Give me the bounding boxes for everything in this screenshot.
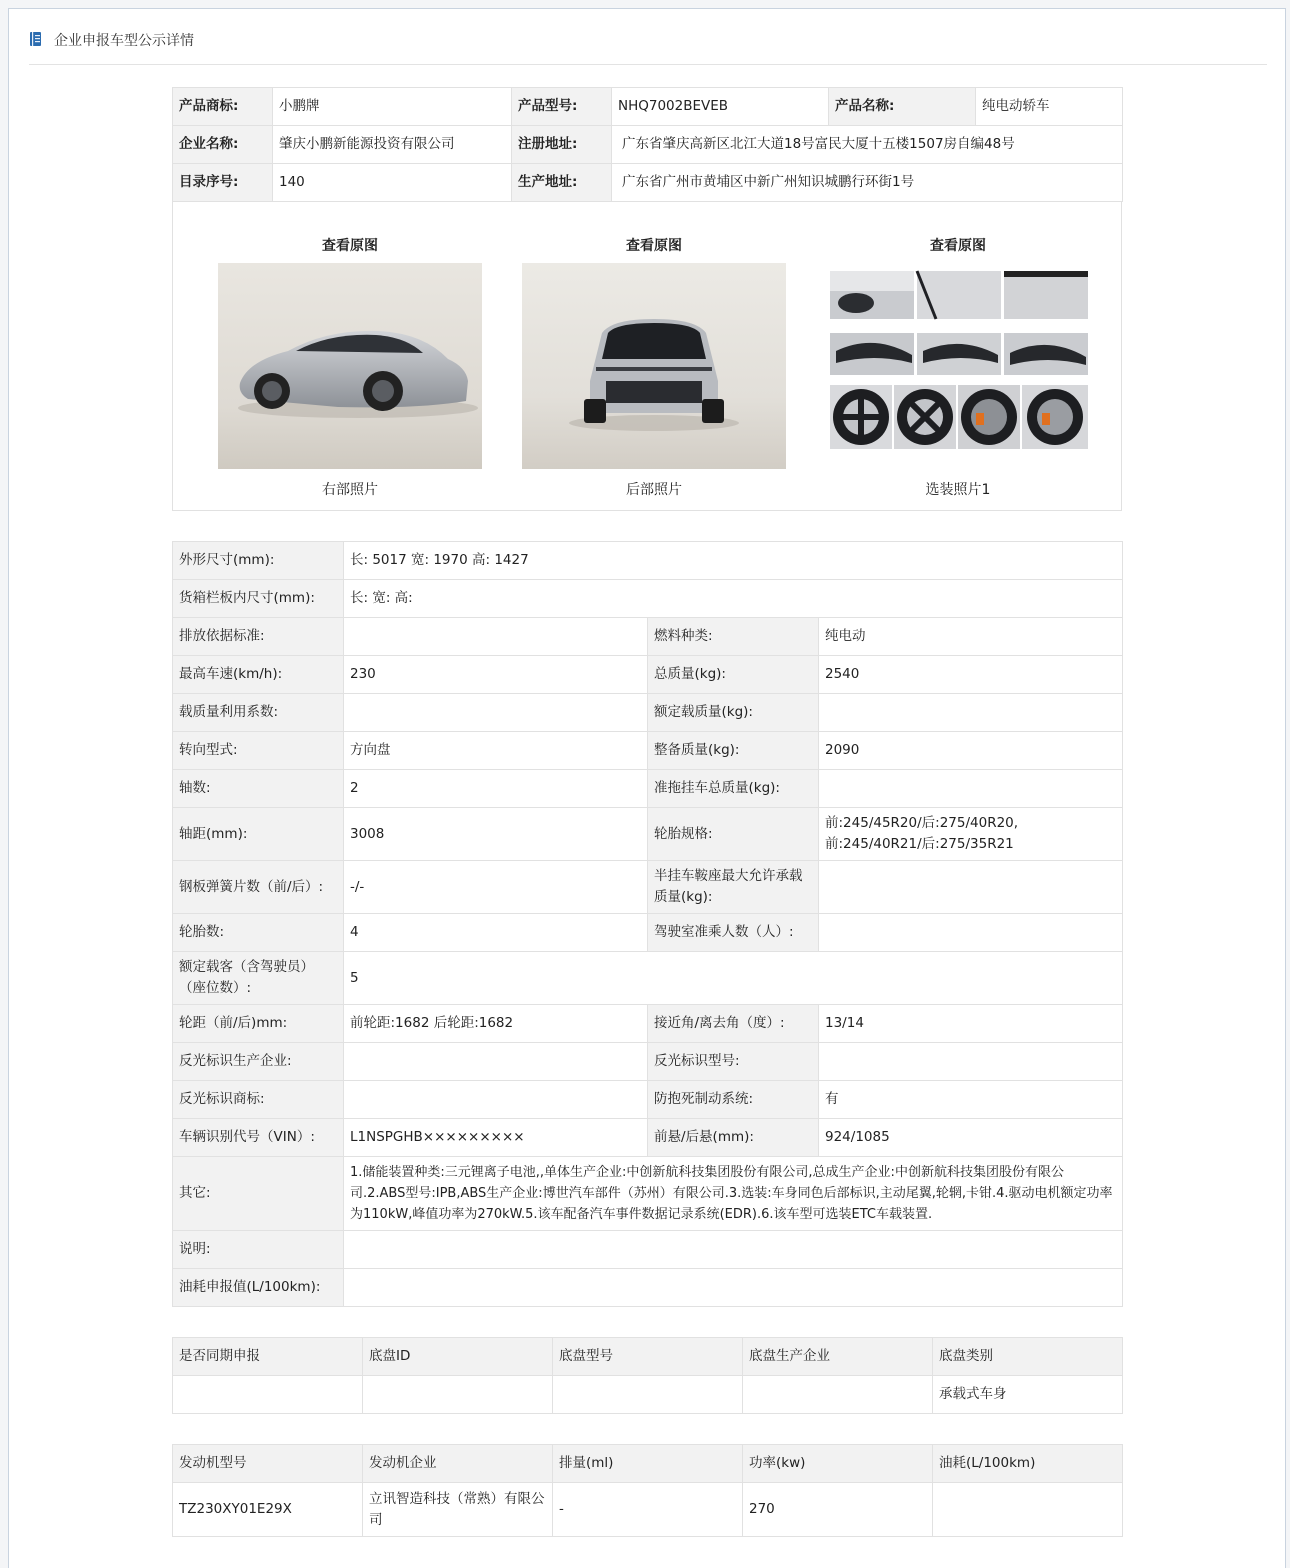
chassis-cell bbox=[743, 1376, 933, 1414]
engine-header: 功率(kw) bbox=[743, 1445, 933, 1483]
chassis-header: 底盘型号 bbox=[553, 1338, 743, 1376]
fuel-consumption-value bbox=[344, 1269, 1123, 1307]
engine-cell bbox=[933, 1483, 1123, 1537]
chassis-table bbox=[172, 1337, 1123, 1414]
reflector-company-label: 反光标识生产企业: bbox=[173, 1043, 344, 1081]
photo-caption: 后部照片 bbox=[626, 482, 682, 498]
chassis-header: 是否同期申报 bbox=[173, 1338, 363, 1376]
chassis-cell bbox=[363, 1376, 553, 1414]
rated-load-label: 额定载质量(kg): bbox=[648, 694, 819, 732]
axles-label: 轴数: bbox=[173, 770, 344, 808]
reflector-model-value bbox=[819, 1043, 1123, 1081]
right-side-photo[interactable] bbox=[218, 263, 482, 469]
chassis-header: 底盘ID bbox=[363, 1338, 553, 1376]
reflector-brand-value bbox=[344, 1081, 648, 1119]
speed-label: 最高车速(km/h): bbox=[173, 656, 344, 694]
trailer-label: 准拖挂车总质量(kg): bbox=[648, 770, 819, 808]
company-value: 肇庆小鹏新能源投资有限公司 bbox=[273, 126, 512, 164]
curb-label: 整备质量(kg): bbox=[648, 732, 819, 770]
spring-value: -/- bbox=[344, 861, 648, 914]
tires-label: 轮胎数: bbox=[173, 914, 344, 952]
reflector-company-value bbox=[344, 1043, 648, 1081]
name-label: 产品名称: bbox=[829, 88, 976, 126]
tire-label: 轮胎规格: bbox=[648, 808, 819, 861]
wheelbase-value: 3008 bbox=[344, 808, 648, 861]
chassis-cell bbox=[553, 1376, 743, 1414]
track-label: 轮距（前/后)mm: bbox=[173, 1005, 344, 1043]
params-table bbox=[172, 541, 1123, 1307]
overhang-value: 924/1085 bbox=[819, 1119, 1123, 1157]
photo-caption: 右部照片 bbox=[322, 482, 378, 498]
speed-value: 230 bbox=[344, 656, 648, 694]
track-value: 前轮距:1682 后轮距:1682 bbox=[344, 1005, 648, 1043]
reg-addr-value: 广东省肇庆高新区北江大道18号富民大厦十五楼1507房自编48号 bbox=[612, 126, 1123, 164]
note-label: 说明: bbox=[173, 1231, 344, 1269]
reg-addr-label: 注册地址: bbox=[512, 126, 612, 164]
vin-value: L1NSPGHB××××××××× bbox=[344, 1119, 648, 1157]
engine-header: 油耗(L/100km) bbox=[933, 1445, 1123, 1483]
total-mass-value: 2540 bbox=[819, 656, 1123, 694]
total-mass-label: 总质量(kg): bbox=[648, 656, 819, 694]
tire-value bbox=[819, 808, 1123, 861]
model-label: 产品型号: bbox=[512, 88, 612, 126]
steer-label: 转向型式: bbox=[173, 732, 344, 770]
axles-value: 2 bbox=[344, 770, 648, 808]
fuel-value: 纯电动 bbox=[819, 618, 1123, 656]
emission-label: 排放依据标准: bbox=[173, 618, 344, 656]
saddle-label bbox=[648, 861, 819, 914]
engine-header: 发动机型号 bbox=[173, 1445, 363, 1483]
angle-label: 接近角/离去角（度）: bbox=[648, 1005, 819, 1043]
cab-label: 驾驶室准乘人数（人）: bbox=[648, 914, 819, 952]
chassis-header: 底盘类别 bbox=[933, 1338, 1123, 1376]
load-coef-label: 载质量利用系数: bbox=[173, 694, 344, 732]
catalog-value: 140 bbox=[273, 164, 512, 202]
passenger-label-line-1: 额定载客（含驾驶员） bbox=[179, 959, 314, 975]
other-value: 1.储能装置种类:三元锂离子电池,,单体生产企业:中创新航科技集团股份有限公司,总成生产企业:中创新航科技集团股份有限公司.2.ABS型号:IPB,ABS生产企业:博世汽车部件（苏州）有限公司.3.选装:车身同色后部标识,主动尾翼,轮辋,卡钳.4.驱动电机额定功率为110kW,峰值功率为270kW.5.该车配备汽车事件数据记录系统(EDR).6.该车型可选装ETC车载装置. bbox=[344, 1157, 1123, 1231]
cargo-value: 长: 宽: 高: bbox=[344, 580, 1123, 618]
saddle-value bbox=[819, 861, 1123, 914]
dims-label: 外形尺寸(mm): bbox=[173, 542, 344, 580]
view-original-link[interactable]: 查看原图 bbox=[322, 238, 378, 254]
view-original-link[interactable]: 查看原图 bbox=[626, 238, 682, 254]
tires-value: 4 bbox=[344, 914, 648, 952]
curb-value: 2090 bbox=[819, 732, 1123, 770]
cab-value bbox=[819, 914, 1123, 952]
engine-cell: - bbox=[553, 1483, 743, 1537]
engine-header: 发动机企业 bbox=[363, 1445, 553, 1483]
chassis-header: 底盘生产企业 bbox=[743, 1338, 933, 1376]
engine-cell: TZ230XY01E29X bbox=[173, 1483, 363, 1537]
spring-label: 钢板弹簧片数（前/后）: bbox=[173, 861, 344, 914]
abs-label: 防抱死制动系统: bbox=[648, 1081, 819, 1119]
saddle-label-line-1: 半挂车鞍座最大允许承载 bbox=[654, 868, 803, 884]
dims-value: 长: 5017 宽: 1970 高: 1427 bbox=[344, 542, 1123, 580]
abs-value: 有 bbox=[819, 1081, 1123, 1119]
load-coef-value bbox=[344, 694, 648, 732]
engine-cell: 立讯智造科技（常熟）有限公司 bbox=[363, 1483, 553, 1537]
model-value: NHQ7002BEVEB bbox=[612, 88, 829, 126]
book-icon bbox=[29, 31, 42, 47]
brand-value: 小鹏牌 bbox=[273, 88, 512, 126]
passenger-label bbox=[173, 952, 344, 1005]
passenger-value: 5 bbox=[344, 952, 1123, 1005]
company-label: 企业名称: bbox=[173, 126, 273, 164]
basic-info-table bbox=[172, 87, 1123, 202]
option-photo[interactable] bbox=[826, 263, 1090, 469]
passenger-label-line-2: （座位数）: bbox=[179, 980, 252, 996]
view-original-link[interactable]: 查看原图 bbox=[930, 238, 986, 254]
rated-load-value bbox=[819, 694, 1123, 732]
trailer-value bbox=[819, 770, 1123, 808]
fuel-consumption-label: 油耗申报值(L/100km): bbox=[173, 1269, 344, 1307]
steer-value: 方向盘 bbox=[344, 732, 648, 770]
brand-label: 产品商标: bbox=[173, 88, 273, 126]
wheelbase-label: 轴距(mm): bbox=[173, 808, 344, 861]
fuel-label: 燃料种类: bbox=[648, 618, 819, 656]
engine-cell: 270 bbox=[743, 1483, 933, 1537]
vin-label: 车辆识别代号（VIN）: bbox=[173, 1119, 344, 1157]
name-value: 纯电动轿车 bbox=[976, 88, 1123, 126]
page-title: 企业申报车型公示详情 bbox=[54, 33, 194, 49]
engine-header: 排量(ml) bbox=[553, 1445, 743, 1483]
reflector-model-label: 反光标识型号: bbox=[648, 1043, 819, 1081]
tire-line-1: 前:245/45R20/后:275/40R20, bbox=[825, 815, 1019, 831]
overhang-label: 前悬/后悬(mm): bbox=[648, 1119, 819, 1157]
photo-gallery bbox=[172, 201, 1122, 511]
emission-value bbox=[344, 618, 648, 656]
photo-caption: 选装照片1 bbox=[925, 482, 991, 498]
prod-addr-value: 广东省广州市黄埔区中新广州知识城鹏行环街1号 bbox=[612, 164, 1123, 202]
saddle-label-line-2: 质量(kg): bbox=[654, 889, 713, 905]
rear-photo[interactable] bbox=[522, 263, 786, 469]
other-label: 其它: bbox=[173, 1157, 344, 1231]
angle-value: 13/14 bbox=[819, 1005, 1123, 1043]
chassis-cell bbox=[173, 1376, 363, 1414]
panel-header bbox=[29, 29, 1267, 65]
reflector-brand-label: 反光标识商标: bbox=[173, 1081, 344, 1119]
prod-addr-label: 生产地址: bbox=[512, 164, 612, 202]
engine-table bbox=[172, 1444, 1123, 1537]
chassis-cell: 承载式车身 bbox=[933, 1376, 1123, 1414]
catalog-label: 目录序号: bbox=[173, 164, 273, 202]
cargo-label: 货箱栏板内尺寸(mm): bbox=[173, 580, 344, 618]
note-value bbox=[344, 1231, 1123, 1269]
tire-line-2: 前:245/40R21/后:275/35R21 bbox=[825, 836, 1014, 852]
